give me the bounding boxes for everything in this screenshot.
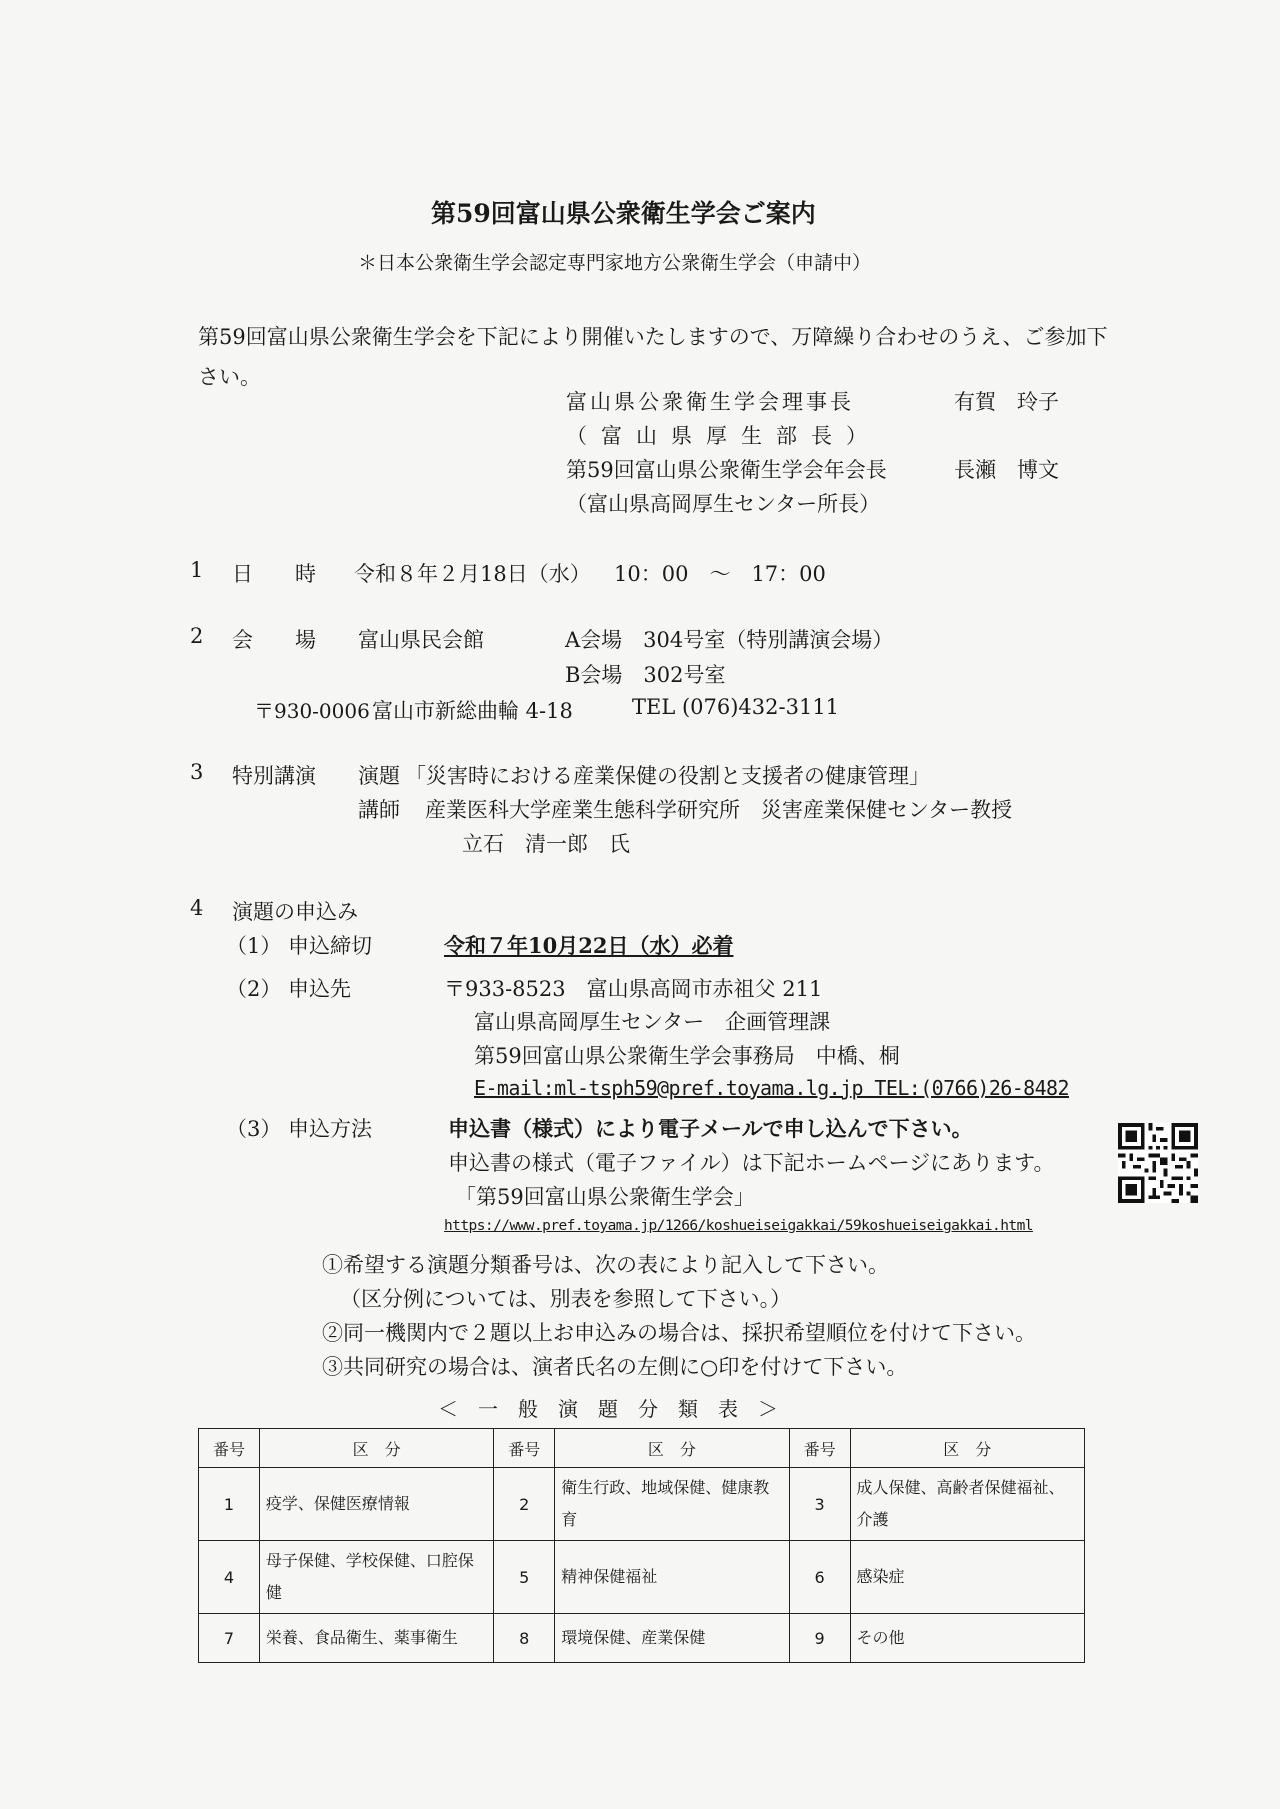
table-row <box>199 1541 1085 1614</box>
signatory-name-1: 有賀 玲子 <box>954 390 1059 414</box>
category-number: 6 <box>789 1541 850 1614</box>
destination-label: （2） 申込先 <box>226 977 352 1001</box>
section-4-number: 4 <box>190 896 204 920</box>
table-row <box>199 1614 1085 1663</box>
deadline-label: （1） 申込締切 <box>226 934 373 958</box>
contact-email-tel[interactable]: E-mail:ml-tsph59@pref.toyama.lg.jp TEL:(0766)26-8482 <box>474 1076 1069 1100</box>
venue-room-b: B会場 302号室 <box>565 663 726 687</box>
category-division: 感染症 <box>850 1541 1084 1614</box>
homepage-url[interactable]: https://www.pref.toyama.jp/1266/koshueiseigakkai/59koshueiseigakkai.html <box>444 1218 1033 1234</box>
method-note: 申込書の様式（電子ファイル）は下記ホームページにあります。 <box>448 1151 1055 1175</box>
classification-table <box>198 1428 1085 1663</box>
table-caption: ＜ 一 般 演 題 分 類 表 ＞ <box>438 1397 778 1421</box>
header-number: 番号 <box>199 1429 260 1468</box>
signatory-org-1: 富山県公衆衛生学会理事長 <box>566 390 854 414</box>
category-number: 3 <box>789 1468 850 1541</box>
venue-name: 富山県民会館 <box>358 628 484 652</box>
category-number: 8 <box>494 1614 555 1663</box>
signatory-title-2: （富山県高岡厚生センター所長） <box>566 492 881 516</box>
method-label: （3） 申込方法 <box>226 1117 373 1141</box>
category-number: 1 <box>199 1468 260 1541</box>
header-division: 区 分 <box>259 1429 493 1468</box>
category-number: 5 <box>494 1541 555 1614</box>
category-number: 4 <box>199 1541 260 1614</box>
page-subtitle: ＊日本公衆衛生学会認定専門家地方公衆衛生学会（申請中） <box>358 252 872 274</box>
section-3-number: 3 <box>190 760 204 784</box>
header-number: 番号 <box>789 1429 850 1468</box>
destination-postal: 〒933-8523 富山県高岡市赤祖父 211 <box>444 977 823 1001</box>
intro-paragraph: 第59回富山県公衆衛生学会を下記により開催いたしますので、万障繰り合わせのうえ、ご参加下さい。 <box>198 325 1108 389</box>
signatory-name-2: 長瀬 博文 <box>954 458 1059 482</box>
event-date: 令和８年２月18日（水） <box>354 562 591 586</box>
note-2: ②同一機関内で２題以上お申込みの場合は、採択希望順位を付けて下さい。 <box>322 1321 1036 1345</box>
venue-address: 富山市新総曲輪 4-18 <box>372 699 573 723</box>
lecturer-label: 講師 <box>358 798 400 822</box>
category-division: 環境保健、産業保健 <box>555 1614 789 1663</box>
submission-deadline: 令和７年10月22日（水）必着 <box>444 933 734 958</box>
category-division: 母子保健、学校保健、口腔保健 <box>259 1541 493 1614</box>
submission-method: 申込書（様式）により電子メールで申し込んで下さい。 <box>448 1116 973 1141</box>
category-division: その他 <box>850 1614 1084 1663</box>
table-header-row <box>199 1429 1085 1468</box>
section-2-label: 会 場 <box>232 628 316 652</box>
note-3: ③共同研究の場合は、演者氏名の左側に○印を付けて下さい。 <box>322 1355 908 1379</box>
page-title: 第59回富山県公衆衛生学会ご案内 <box>431 199 816 228</box>
category-number: 7 <box>199 1614 260 1663</box>
signatory-org-2: 第59回富山県公衆衛生学会年会長 <box>566 458 887 482</box>
section-2-number: 2 <box>190 624 204 648</box>
section-4-label: 演題の申込み <box>232 900 358 924</box>
table-row <box>199 1468 1085 1541</box>
category-division: 成人保健、高齢者保健福祉、介護 <box>850 1468 1084 1541</box>
header-division: 区 分 <box>555 1429 789 1468</box>
category-division: 栄養、食品衛生、薬事衛生 <box>259 1614 493 1663</box>
lecture-topic: 「災害時における産業保健の役割と支援者の健康管理」 <box>405 764 930 788</box>
header-division: 区 分 <box>850 1429 1084 1468</box>
venue-tel: TEL (076)432-3111 <box>632 695 840 719</box>
category-number: 9 <box>789 1614 850 1663</box>
venue-room-a: A会場 304号室（特別講演会場） <box>565 628 894 652</box>
qr-code-icon[interactable] <box>1118 1123 1198 1203</box>
lecture-topic-label: 演題 <box>358 764 400 788</box>
category-division: 疫学、保健医療情報 <box>259 1468 493 1541</box>
category-number: 2 <box>494 1468 555 1541</box>
homepage-name: 「第59回富山県公衆衛生学会」 <box>455 1185 755 1209</box>
lecturer-name: 立石 清一郎 氏 <box>462 832 630 856</box>
event-time: 10：00 ～ 17：00 <box>614 562 826 586</box>
section-1-number: 1 <box>190 558 204 582</box>
venue-postal-code: 〒930-0006 <box>254 699 370 723</box>
category-division: 衛生行政、地域保健、健康教育 <box>555 1468 789 1541</box>
note-1: ①希望する演題分類番号は、次の表により記入して下さい。 <box>322 1253 889 1277</box>
header-number: 番号 <box>494 1429 555 1468</box>
lecturer-affiliation: 産業医科大学産業生態科学研究所 災害産業保健センター教授 <box>425 798 1013 822</box>
section-3-label: 特別講演 <box>232 764 316 788</box>
category-division: 精神保健福祉 <box>555 1541 789 1614</box>
section-1-label: 日 時 <box>232 562 316 586</box>
destination-org: 富山県高岡厚生センター 企画管理課 <box>474 1010 831 1034</box>
signatory-title-1: （富山県厚生部長） <box>566 424 881 448</box>
note-1-sub: （区分例については、別表を参照して下さい。） <box>340 1287 792 1311</box>
destination-office: 第59回富山県公衆衛生学会事務局 中橋、桐 <box>474 1044 900 1068</box>
